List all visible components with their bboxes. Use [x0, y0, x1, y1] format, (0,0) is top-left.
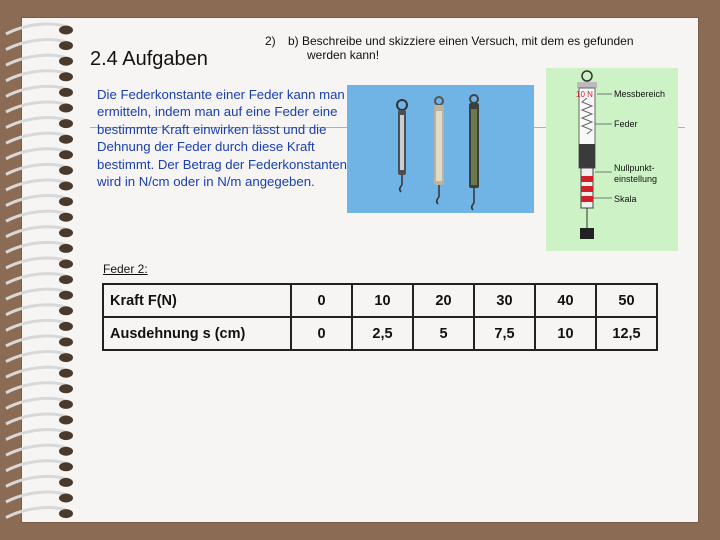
binding-hole [59, 447, 73, 456]
task-number: 2) [265, 34, 276, 48]
table-cell: 12,5 [596, 317, 657, 350]
force-extension-table [102, 283, 658, 351]
binding-hole [59, 41, 73, 50]
binding-hole [59, 260, 73, 269]
table-cell: 0 [291, 317, 352, 350]
binding-hole [59, 369, 73, 378]
binding-hole [59, 275, 73, 284]
binding-hole [59, 400, 73, 409]
row-header-extension: Ausdehnung s (cm) [103, 317, 291, 350]
binding-hole [59, 384, 73, 393]
task-line-1: b) Beschreibe und skizziere einen Versuch, mit dem es gefunden [288, 34, 634, 48]
binding-hole [59, 431, 73, 440]
binding-hole [59, 166, 73, 175]
binding-hole [59, 150, 73, 159]
explanation-paragraph: Die Federkonstante einer Feder kann man ermitteln, indem man auf eine Feder eine bestimmte Kraft einwirken lässt und die Dehnung der Feder durch diese Kraft bestimmt. Der Betrag der Federkonstanten wird in N/cm oder in N/m angegeben. [97, 87, 347, 190]
page-title: 2.4 Aufgaben [90, 48, 208, 70]
label-skala: Skala [614, 194, 637, 204]
table-cell: 2,5 [352, 317, 413, 350]
binding-hole [59, 228, 73, 237]
label-nullpunkt-2: einstellung [614, 174, 658, 184]
binding-hole [59, 244, 73, 253]
table-cell: 5 [413, 317, 474, 350]
binding-hole [59, 57, 73, 66]
task-text [288, 34, 688, 62]
binding-hole [59, 509, 73, 518]
binding-hole [59, 72, 73, 81]
spring-scales-photo [347, 85, 534, 213]
table-cell: 10 [535, 317, 596, 350]
range-value: 10 N [576, 90, 593, 99]
spring-scale-diagram [546, 68, 678, 251]
binding-hole [59, 291, 73, 300]
table-row-extension [103, 317, 657, 350]
binding-hole [59, 353, 73, 362]
binding-hole [59, 494, 73, 503]
binding-hole [59, 322, 73, 331]
spiral-binding [0, 18, 90, 522]
row-header-force: Kraft F(N) [103, 284, 291, 317]
table-cell: 0 [291, 284, 352, 317]
binding-hole [59, 119, 73, 128]
binding-hole [59, 26, 73, 35]
table-cell: 30 [474, 284, 535, 317]
table-row-force [103, 284, 657, 317]
binding-hole [59, 88, 73, 97]
table-cell: 10 [352, 284, 413, 317]
binding-hole [59, 197, 73, 206]
table-cell: 20 [413, 284, 474, 317]
label-feder: Feder [614, 119, 638, 129]
binding-hole [59, 478, 73, 487]
table-cell: 50 [596, 284, 657, 317]
binding-hole [59, 462, 73, 471]
table-cell: 40 [535, 284, 596, 317]
label-messbereich: Messbereich [614, 89, 666, 99]
feder-label: Feder 2: [103, 262, 148, 276]
task-line-2: werden kann! [307, 48, 380, 62]
binding-hole [59, 135, 73, 144]
binding-hole [59, 416, 73, 425]
binding-hole [59, 182, 73, 191]
binding-hole [59, 338, 73, 347]
binding-hole [59, 104, 73, 113]
table-cell: 7,5 [474, 317, 535, 350]
binding-hole [59, 213, 73, 222]
binding-hole [59, 306, 73, 315]
label-nullpunkt-1: Nullpunkt- [614, 163, 655, 173]
